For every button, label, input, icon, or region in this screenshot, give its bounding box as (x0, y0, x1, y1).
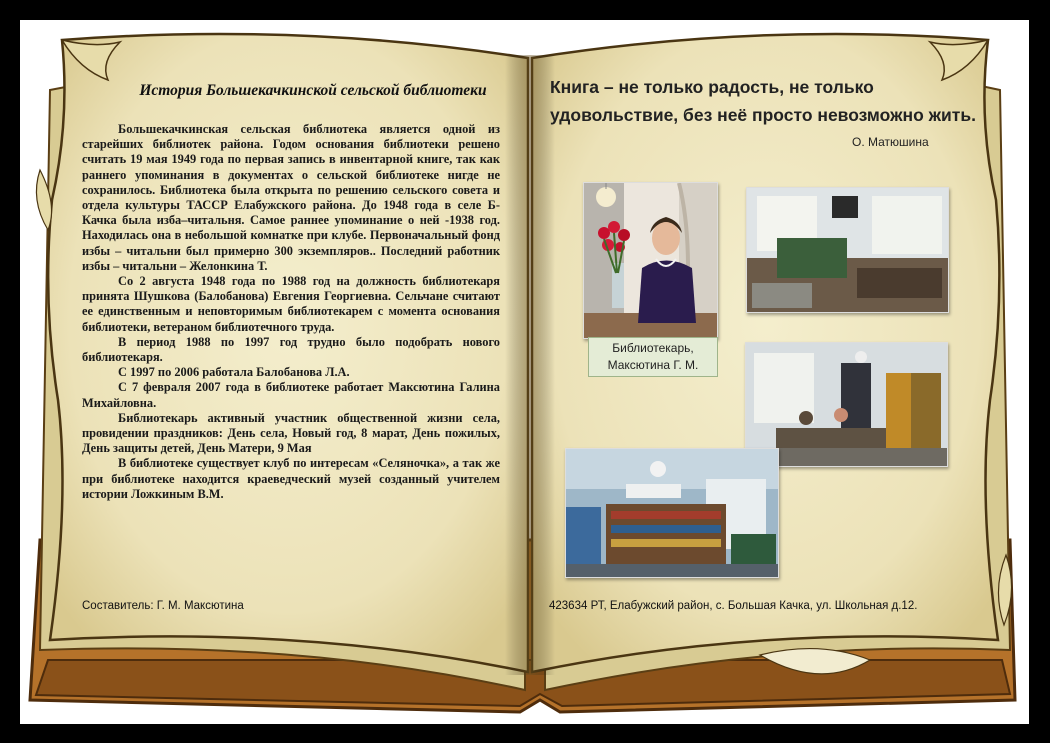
paragraph: Со 2 августа 1948 года по 1988 год на должность библиотекаря принята Шушкова (Балобанова) Евгения Георгиевна. Сельчане считают ее единственным и неповторимым библиотекарем с момента основания библиотеки, ветераном библиотечного труда. (82, 274, 500, 334)
compiler-credit: Составитель: Г. М. Максютина (82, 600, 244, 612)
photo-caption: Библиотекарь, Максютина Г. М. (588, 337, 718, 377)
librarian-photo (583, 182, 718, 339)
history-text (82, 122, 500, 502)
paragraph: С 7 февраля 2007 года в библиотеке работает Максютина Галина Михайловна. (82, 380, 500, 410)
library-address: 423634 РТ, Елабужский район, с. Большая Качка, ул. Школьная д.12. (549, 600, 918, 612)
bookshelves-photo (565, 448, 779, 578)
library-interior-photo (746, 187, 949, 313)
paragraph: В библиотеке существует клуб по интересам «Селяночка», а так же при библиотеке находится краеведческий музей созданный учителем истории Ложкиным В.М. (82, 456, 500, 501)
paragraph: В период 1988 по 1997 год трудно было подобрать нового библиотекаря. (82, 334, 500, 365)
quote-author: О. Матюшина (852, 135, 929, 149)
page-title: История Большекачкинской сельской библиотеки (139, 82, 487, 99)
paragraph: Библиотекарь активный участник общественной жизни села, провидении праздников: День села, Новый год, 8 марат, День пожилых, День защиты детей, День Матери, 9 Мая (82, 410, 500, 456)
paragraph: Большекачкинская сельская библиотека является одной из старейших библиотек района. Годом основания библиотеки решено считать 19 мая 1949 года по первая запись в инвентарной книге, так как раннего упоминания в документах о сельской библиотеке нигде не сохранилось. Библиотека была открыта по решению сельского совета и отдела культуры ТАССР Елабужского района. До 1948 года в селе Б-Качка была изба–читальня. Самое раннее упоминание о ней -1938 год. Находилась она в небольшой комнатке при клубе. Первоначальный фонд избы – читальни был примерно 300 экземпляров.. Последний работник избы – читальни – Желонкина Т. (82, 122, 500, 273)
paragraph: С 1997 по 2006 работала Балобанова Л.А. (118, 365, 350, 380)
quote-text: Книга – не только радость, не только удовольствие, без неё просто невозможно жить. (550, 77, 976, 125)
